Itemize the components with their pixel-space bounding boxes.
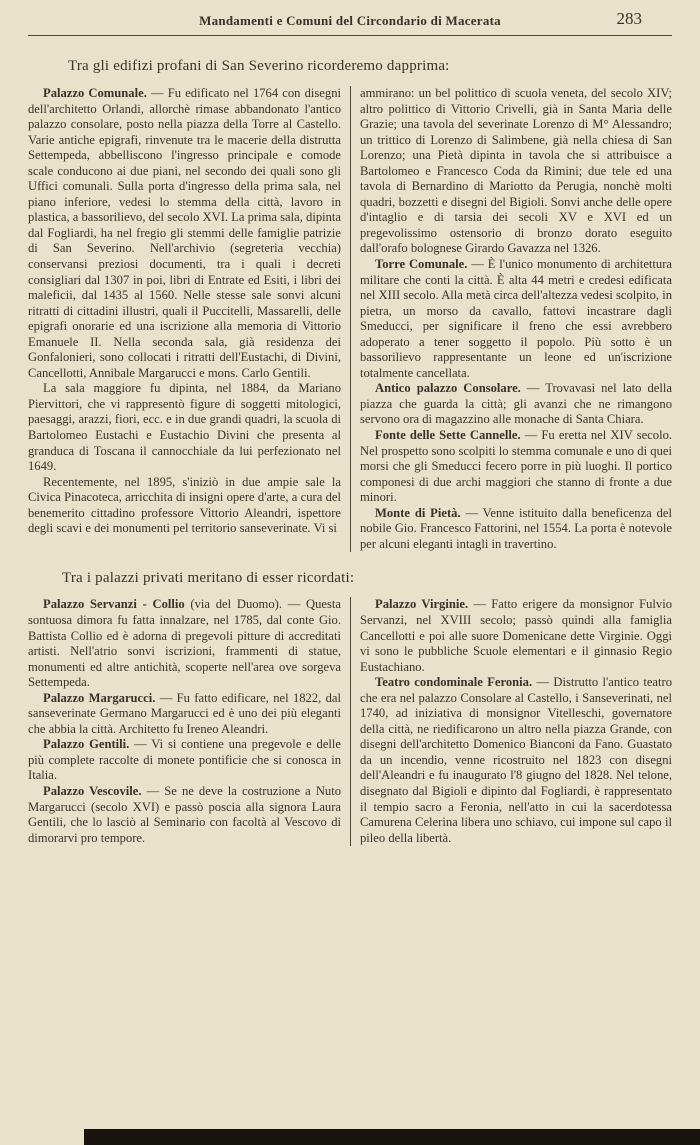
paragraph-text: — Fu edificato nel 1764 con disegni dell'architetto Orlandi, allorchè rimase abbandonato l'antico palazzo consolare, posto nella piazza della Torre al Castello. Varie antiche epigrafi, rinvenute tra le macerie della distrutta Settempeda, abbelliscono l'ingresso principale e comode scale conducono ai due piani, nel secondo dei quali sono gli Uffici comunali. Sulla porta d'ingresso della prima sala, nel piano inferiore, vedesi lo stemma della città, lavoro in plastica, a bassorilievo, del secolo XVI. La prima sala, dipinta dal Fogliardi, ha nel fregio gli stemmi delle famiglie patrizie di San Severino. Nell'archivio (segreteria vecchia) conservansi preziosi documenti, tra i quali i decreti consigliari dal 1307 in poi, libri di Entrate ed Esiti, i libri dei maleficii, dal 1435 al 1560. Nelle stesse sale sonvi alcuni ritratti di cittadini illustri, quali il Puccitelli, Massarelli, delle epigrafi onorarie ed una iscrizione alla memoria di Vittorio Emanuele II. Nella seconda sala, già residenza dei Gonfalonieri, sono collocati i ritratti dell'Eustachi, di Divini, Cancellotti, Annibale Margarucci e mons. Carlo Gentili. xyxy=(28,86,341,380)
page-number: 283 xyxy=(616,9,642,28)
paragraph-palazzo-servanzi-collio xyxy=(28,597,341,690)
paragraph-palazzo-gentili xyxy=(28,737,341,784)
section1-right-column xyxy=(350,86,672,552)
paragraph-lead: Fonte delle Sette Cannelle. xyxy=(375,428,521,443)
running-title: Mandamenti e Comuni del Circondario di Macerata xyxy=(199,13,501,28)
paragraph-lead: Palazzo Vescovile. xyxy=(43,783,142,798)
paragraph-text: — Fu eretta nel XIV secolo. Nel prospetto sono scolpiti lo stemma comunale e uno di quei morsi che gli Smeducci fecero porre in più luoghi. Il portico componesi di due archi maggiori che stanno di fronte a due minori. xyxy=(360,428,673,505)
paragraph-lead: Monte di Pietà. xyxy=(375,505,461,520)
paragraph-text: — Fatto erigere da monsignor Fulvio Servanzi, nel XVIII secolo; passò quindi alla famiglia Cancellotti e poi alle suore Domenicane dette Virginie. Oggi vi sono le pubbliche Scuole elementari e il ginnasio Regio Eustachiano. xyxy=(360,597,672,674)
section1-heading: Tra gli edifizi profani di San Severino ricorderemo dapprima: xyxy=(68,58,450,74)
header-rule xyxy=(28,35,672,36)
paragraph-lead: Teatro condominale Feronia. xyxy=(375,675,533,690)
paragraph-text: — Distrutto l'antico teatro che era nel palazzo Consolare al Castello, i Sanseverinati, nel 1740, ad iniziativa di monsignor Vitelleschi, governatore della città, ne riedificarono un altro nella piazza Grande, con disegni dell'architetto Domenico Bianconi da Fano. Guastato da un incendio, venne ricostruito nel 1823 con disegni dell'Aleandri e fu inaugurato l'8 giugno del 1828. Nel telone, disegnato dal Bigioli e dipinto dal Fogliardi, è rappresentato il tempio sacro a Feronia, nell'atto in cui la sacerdotessa Camurena Celerina libera uno schiavo, cui impone sul capo il pileo della libertà. xyxy=(360,675,672,845)
section1-columns xyxy=(28,86,672,552)
paragraph-text: — Venne istituito dalla beneficenza del nobile Gio. Francesco Fattorini, nel 1554. La porta è notevole per alcuni eleganti intagli in travertino. xyxy=(360,505,672,551)
paragraph-lead: Antico palazzo Consolare. xyxy=(375,381,521,396)
paragraph-pinacoteca: Recentemente, nel 1895, s'iniziò in due ampie sale la Civica Pinacoteca, arricchita di insigni opere d'arte, a cura del benemerito cittadino professore Vittorio Aleandri, ispettore degli scavi e dei monumenti pel territorio sanseverinate. Vi si xyxy=(28,474,341,536)
paragraph-text: — Fu fatto edificare, nel 1822, dal sanseverinate Germano Margarucci ed è uno dei più eleganti che abbia la città. Architetto fu Ireneo Aleandri. xyxy=(28,690,341,736)
section2-right-column xyxy=(350,597,672,846)
paragraph-text: — Se ne deve la costruzione a Nuto Margarucci (secolo XVI) e passò poscia alla signora Laura Gentili, che lo lasciò al Seminario con facoltà al Vescovo di dimorarvi pro tempore. xyxy=(28,783,342,845)
paragraph-fonte-sette-cannelle xyxy=(360,428,672,506)
paragraph-palazzo-margarucci xyxy=(28,691,341,738)
paragraph-lead: Palazzo Servanzi - Collio xyxy=(43,597,185,612)
paragraph-text: — È l'unico monumento di architettura militare che conti la città. È alta 44 metri e credesi edificata nel XIII secolo. Alla metà circa dell'altezza vedesi scolpito, in pietra, un morso da cavallo, fattovi incastrare dagli Smeducci, per significare il freno che essi avrebbero adoperato a tener soggetto il popolo. Più sotto è un bassorilievo rappresentante un leone ed un'iscrizione totalmente cancellata. xyxy=(360,257,672,380)
paragraph-torre-comunale xyxy=(360,257,672,381)
paragraph-lead: Palazzo Virginie. xyxy=(375,597,469,612)
paragraph-text: — Vi si contiene una pregevole e delle più complete raccolte di monete pontificie che si conosca in Italia. xyxy=(28,737,341,783)
page-header xyxy=(28,9,672,32)
section2-left-column xyxy=(28,597,350,846)
paragraph-lead: Palazzo Margarucci. xyxy=(43,690,156,705)
paragraph-text: — Trovavasi nel lato della piazza che guarda la città; gli avanzi che ne rimangono servono ora di magazzino alle monache di Santa Chiara. xyxy=(360,381,672,427)
section2-heading: Tra i palazzi privati meritano di esser ricordati: xyxy=(62,570,355,587)
paragraph-palazzo-comunale xyxy=(28,86,341,381)
paragraph-sala-maggiore: La sala maggiore fu dipinta, nel 1884, da Mariano Piervittori, che vi rappresentò figure di soggetti mitologici, paesaggi, arazzi, fiori, ecc. e in due grandi quadri, la scuola di Bartolomeo Eustachi e Eustachio Divini che presenta al granduca di Toscana il cannocchiale da lui perfezionato nel 1649. xyxy=(28,381,341,474)
paragraph-lead: Palazzo Comunale. xyxy=(43,86,147,100)
scan-edge-shadow xyxy=(84,1129,700,1145)
paragraph-lead: Palazzo Gentili. xyxy=(43,737,130,752)
paragraph-text: (via del Duomo). — Questa sontuosa dimora fu fatta innalzare, nel 1785, dal conte Gio. Battista Collio ed è adorna di pregevoli pitture di accreditati artisti. Nell'atrio sonvi iscrizioni, frammenti di statue, monumenti ed altre antichità, scoperte nell'area ove sorgeva Settempeda. xyxy=(28,597,341,690)
paragraph-palazzo-virginie xyxy=(360,597,672,675)
section2-columns xyxy=(28,597,672,846)
paragraph-continuation: ammirano: un bel polittico di scuola veneta, del secolo XIV; altro polittico di Vittorio Crivelli, già in Santa Maria delle Grazie; una tavola del severinate Lorenzo di M° Alessandro; un trittico di Lorenzo di Salimbene, già nella chiesa di San Lorenzo; una Pietà dipinta in tavola che si attribuisce a Bartolomeo e Francesco Coda da Rimini; due tele ed una tavola di Bernardino di Mariotto da Perugia, nonchè molti quadri, bozzetti e disegni del Bigioli. Sonvi anche delle opere d'intaglio e di tarsia dei secoli XV e XVI ed un pregevolissimo ostensorio di bronzo dorato eseguito dall'orafo bolognese Girardo Gavazza nel 1326. xyxy=(360,86,672,256)
paragraph-teatro-feronia xyxy=(360,675,672,846)
paragraph-antico-palazzo-consolare xyxy=(360,381,672,428)
paragraph-monte-di-pieta xyxy=(360,506,672,553)
paragraph-palazzo-vescovile xyxy=(28,784,341,846)
section1-left-column xyxy=(28,86,350,552)
paragraph-lead: Torre Comunale. xyxy=(375,257,468,272)
